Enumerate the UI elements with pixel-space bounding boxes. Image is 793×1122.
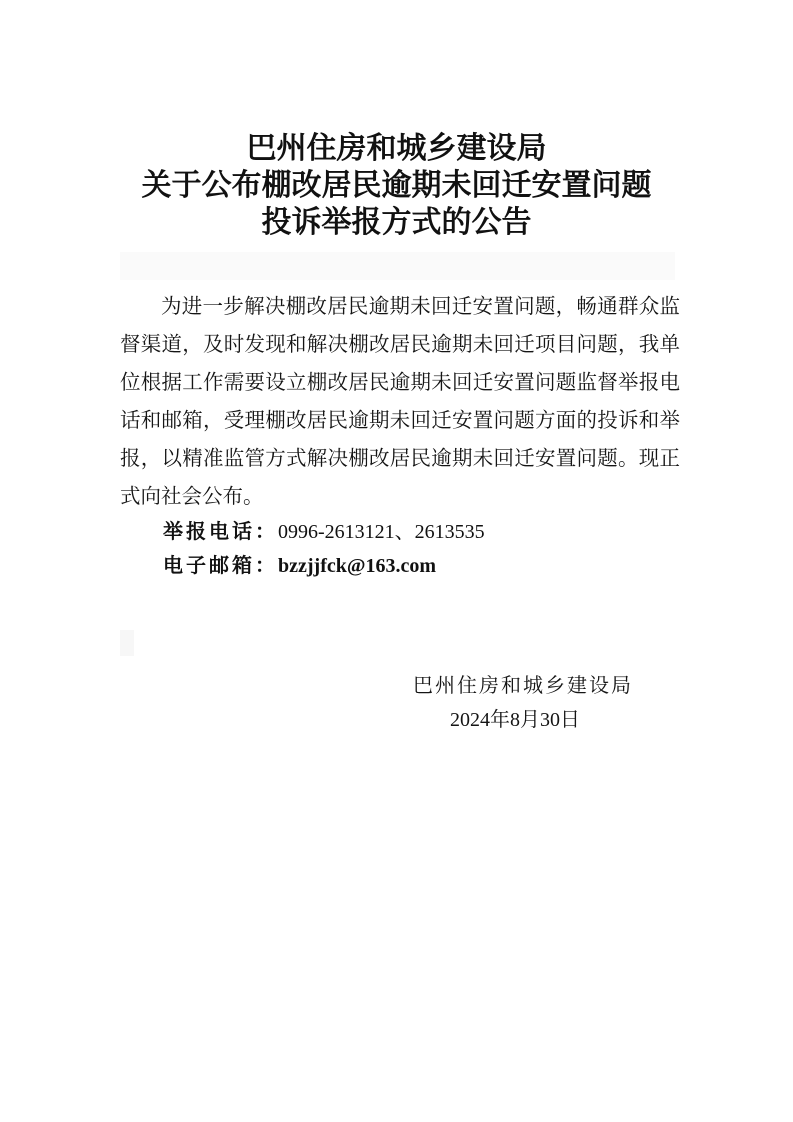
phone-contact-row xyxy=(163,516,485,547)
title-line-1: 巴州住房和城乡建设局 xyxy=(246,131,547,166)
scan-artifact-band xyxy=(120,252,675,280)
scan-artifact-mark xyxy=(120,630,134,656)
signature-date: 2024年8月30日 xyxy=(450,709,580,731)
title-line-3: 投诉举报方式的公告 xyxy=(261,205,532,240)
email-contact-row xyxy=(163,550,436,581)
announcement-body: 为进一步解决棚改居民逾期未回迁安置问题，畅通群众监督渠道，及时发现和解决棚改居民逾期未回迁项目问题，我单位根据工作需要设立棚改居民逾期未回迁安置问题监督举报电话和邮箱，受理棚改居民逾期未回迁安置问题方面的投诉和举报，以精准监管方式解决棚改居民逾期未回迁安置问题。现正式向社会公布。 xyxy=(120,294,680,508)
phone-number: 0996-2613121、2613535 xyxy=(278,521,485,543)
signature-organization: 巴州住房和城乡建设局 xyxy=(413,673,633,697)
title-line-2: 关于公布棚改居民逾期未回迁安置问题 xyxy=(141,168,652,203)
email-label: 电子邮箱： xyxy=(163,553,278,577)
email-address: bzzjjfck@163.com xyxy=(278,555,436,577)
phone-label: 举报电话： xyxy=(163,519,278,543)
document-title xyxy=(0,130,793,241)
